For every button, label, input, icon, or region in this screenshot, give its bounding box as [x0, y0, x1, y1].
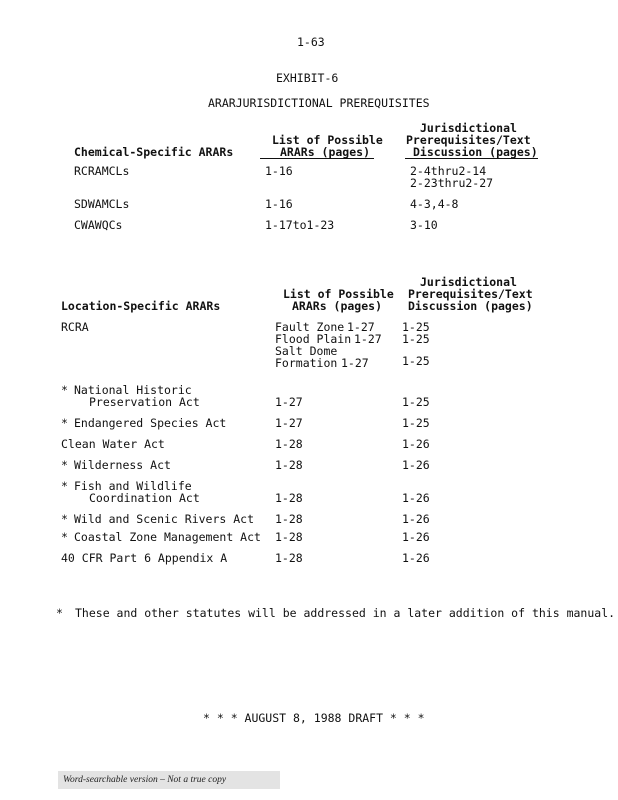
- t1-col2-header-line1: List of Possible: [272, 133, 383, 147]
- t2-rcra-name: RCRA: [61, 320, 89, 334]
- t1-row-disc: 4-3,4-8: [410, 197, 459, 211]
- t1-row-list: 1-16: [265, 197, 293, 211]
- exhibit-subtitle: ARARJURISDICTIONAL PREREQUISITES: [208, 96, 430, 110]
- t2-row-name: Coastal Zone Management Act: [74, 530, 261, 544]
- t2-row-disc: 1-25: [402, 416, 430, 430]
- t2-row-disc: 1-25: [402, 395, 430, 409]
- footnote-star: *: [61, 458, 68, 472]
- t2-rcra-item-disc: 1-25: [402, 320, 430, 334]
- t2-row-name: Endangered Species Act: [74, 416, 227, 430]
- t2-rcra-item-label: Flood Plain: [275, 332, 352, 346]
- t1-col3-header-line1: Jurisdictional: [420, 121, 517, 135]
- t2-col2-header-line2: ARARs (pages): [292, 299, 383, 313]
- t1-row-disc: 3-10: [410, 218, 438, 232]
- t2-rcra-item-label: Salt Dome: [275, 344, 338, 358]
- t2-rcra-item-label: Formation: [275, 356, 338, 370]
- footnote-star: *: [61, 383, 68, 397]
- page-number: 1-63: [297, 35, 325, 49]
- t2-row-name: Wild and Scenic Rivers Act: [74, 512, 255, 526]
- draft-date-line: * * * AUGUST 8, 1988 DRAFT * * *: [203, 711, 425, 725]
- t2-row-disc: 1-26: [402, 512, 430, 526]
- t2-row-list: 1-28: [275, 458, 303, 472]
- t2-row-name: Preservation Act: [89, 395, 200, 409]
- t2-row-list: 1-28: [275, 512, 303, 526]
- word-searchable-watermark: Word-searchable version – Not a true copy: [58, 771, 280, 789]
- t2-row-name: National Historic: [74, 383, 192, 397]
- t2-col3-header-line3: Discussion (pages): [408, 299, 533, 313]
- t2-row-name: Coordination Act: [89, 491, 200, 505]
- footnote-text: These and other statutes will be addressed in a later addition of this manual.: [75, 606, 616, 620]
- t1-col1-header: Chemical-Specific ARARs: [74, 145, 234, 159]
- t2-rcra-item-list: 1-27: [347, 320, 375, 334]
- t1-col3-header-line2: Prerequisites/Text: [406, 133, 531, 147]
- t2-row-list: 1-27: [275, 395, 303, 409]
- footnote-star: *: [61, 479, 68, 493]
- t1-row-name: SDWAMCLs: [74, 197, 130, 211]
- t2-col3-header-line2: Prerequisites/Text: [408, 287, 533, 301]
- t2-row-disc: 1-26: [402, 551, 430, 565]
- t2-row-list: 1-28: [275, 437, 303, 451]
- t2-row-list: 1-28: [275, 491, 303, 505]
- t2-rcra-item-list: 1-27: [341, 356, 369, 370]
- t2-rcra-item-disc: 1-25: [402, 332, 430, 346]
- t2-col3-header-line1: Jurisdictional: [420, 275, 517, 289]
- t2-row-disc: 1-26: [402, 491, 430, 505]
- footnote-star: *: [61, 512, 68, 526]
- t2-row-name: Fish and Wildlife: [74, 479, 192, 493]
- t1-row-name: CWAWQCs: [74, 218, 123, 232]
- t2-row-name: 40 CFR Part 6 Appendix A: [61, 551, 228, 565]
- footnote-star: *: [61, 416, 68, 430]
- footnote-star: *: [61, 530, 68, 544]
- t1-row-name: RCRAMCLs: [74, 164, 130, 178]
- t1-col3-header-line3: Discussion (pages): [405, 146, 538, 159]
- exhibit-title: EXHIBIT-6: [276, 71, 339, 85]
- t1-row-disc: 2-4thru2-14: [410, 164, 487, 178]
- t2-row-disc: 1-26: [402, 458, 430, 472]
- t2-row-disc: 1-26: [402, 530, 430, 544]
- t2-rcra-item-label: Fault Zone: [275, 320, 345, 334]
- t2-rcra-item-list: 1-27: [354, 332, 382, 346]
- t2-row-name: Clean Water Act: [61, 437, 165, 451]
- t2-row-list: 1-28: [275, 551, 303, 565]
- t2-col1-header: Location-Specific ARARs: [61, 299, 221, 313]
- t1-row-list: 1-16: [265, 164, 293, 178]
- t1-row-disc: 2-23thru2-27: [410, 176, 494, 190]
- t2-col2-header-line1: List of Possible: [283, 287, 394, 301]
- t1-row-list: 1-17to1-23: [265, 218, 335, 232]
- t2-row-list: 1-27: [275, 416, 303, 430]
- footnote-marker: *: [56, 606, 63, 620]
- t2-rcra-item-disc: 1-25: [402, 354, 430, 368]
- t2-row-list: 1-28: [275, 530, 303, 544]
- t2-row-name: Wilderness Act: [74, 458, 171, 472]
- t1-col2-header-line2: ARARs (pages): [260, 146, 374, 159]
- t2-row-disc: 1-26: [402, 437, 430, 451]
